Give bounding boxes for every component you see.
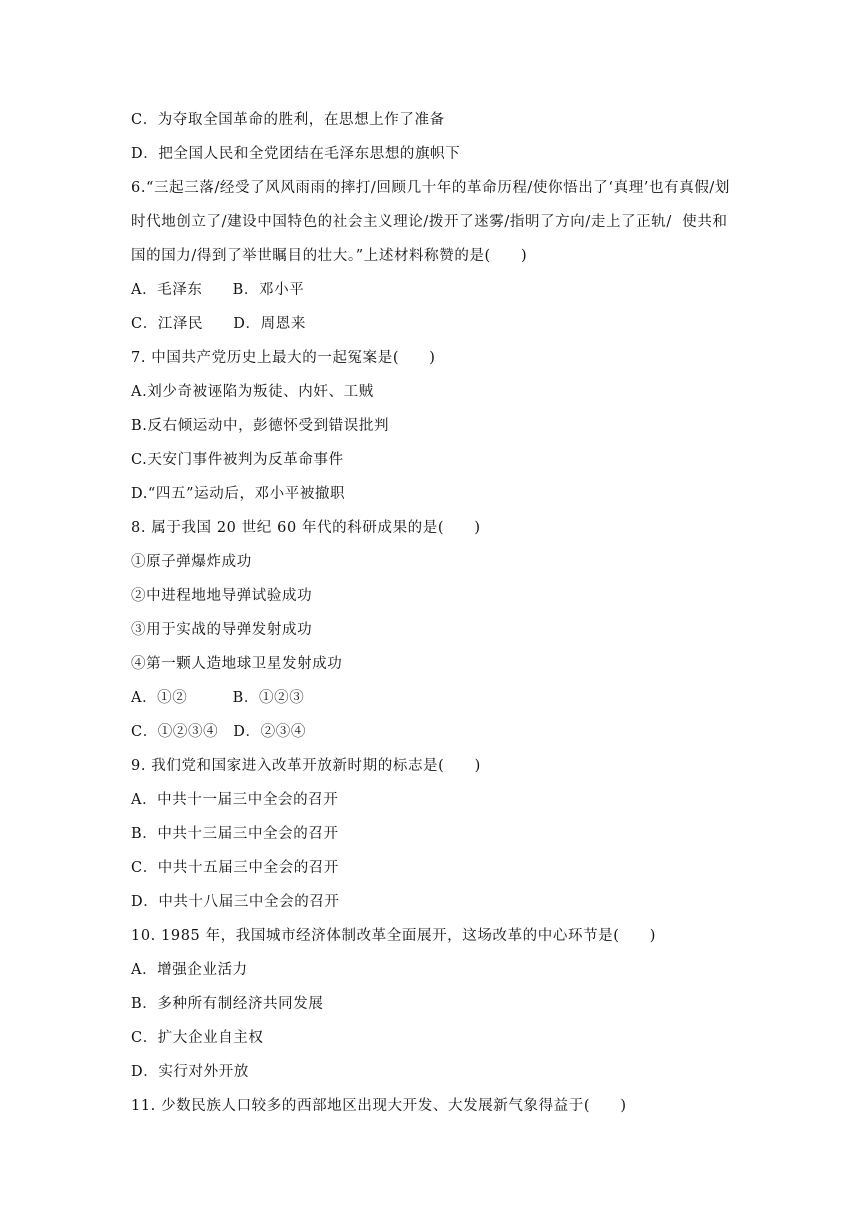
- question-6-line-1: 6.“三起三落/经受了风风雨雨的摔打/回顾几十年的革命历程/使你悟出了‘真理’也有真假/划: [131, 180, 731, 196]
- question-10: 10. 1985 年，我国城市经济体制改革全面展开，这场改革的中心环节是( ): [131, 928, 656, 944]
- option-d-q5: D．把全国人民和全党团结在毛泽东思想的旗帜下: [131, 146, 461, 162]
- item-4-q8: ④第一颗人造地球卫星发射成功: [131, 656, 343, 672]
- option-c-q5: C．为夺取全国革命的胜利，在思想上作了准备: [131, 112, 445, 128]
- option-b-q7: B.反右倾运动中，彭德怀受到错误批判: [131, 418, 390, 434]
- option-b-q10: B．多种所有制经济共同发展: [131, 996, 324, 1012]
- question-9: 9. 我们党和国家进入改革开放新时期的标志是( ): [131, 758, 481, 774]
- question-8: 8. 属于我国 20 世纪 60 年代的科研成果的是( ): [131, 520, 481, 536]
- options-ab-q6: A．毛泽东 B．邓小平: [131, 282, 305, 298]
- option-d-q7: D.“四五”运动后，邓小平被撤职: [131, 486, 346, 502]
- option-d-q9: D．中共十八届三中全会的召开: [131, 894, 340, 910]
- option-c-q10: C．扩大企业自主权: [131, 1030, 264, 1046]
- question-7: 7. 中国共产党历史上最大的一起冤案是( ): [131, 350, 436, 366]
- options-ab-q8: A．①② B．①②③: [131, 690, 305, 706]
- question-6-line-2: 时代地创立了/建设中国特色的社会主义理论/拨开了迷雾/指明了方向/走上了正轨/ 使共和: [131, 214, 728, 230]
- item-3-q8: ③用于实战的导弹发射成功: [131, 622, 313, 638]
- option-c-q7: C.天安门事件被判为反革命事件: [131, 452, 344, 468]
- options-cd-q8: C．①②③④ D．②③④: [131, 724, 306, 740]
- item-1-q8: ①原子弹爆炸成功: [131, 554, 252, 570]
- options-cd-q6: C．江泽民 D．周恩来: [131, 316, 306, 332]
- option-a-q7: A.刘少奇被诬陷为叛徒、内奸、工贼: [131, 384, 374, 400]
- question-6-line-3: 国的国力/得到了举世瞩目的壮大。”上述材料称赞的是( ): [131, 248, 528, 264]
- option-a-q9: A．中共十一届三中全会的召开: [131, 792, 339, 808]
- option-b-q9: B．中共十三届三中全会的召开: [131, 826, 339, 842]
- option-d-q10: D．实行对外开放: [131, 1064, 249, 1080]
- item-2-q8: ②中进程地地导弹试验成功: [131, 588, 313, 604]
- option-c-q9: C．中共十五届三中全会的召开: [131, 860, 339, 876]
- option-a-q10: A．增强企业活力: [131, 962, 248, 978]
- question-11: 11. 少数民族人口较多的西部地区出现大开发、大发展新气象得益于( ): [131, 1098, 627, 1114]
